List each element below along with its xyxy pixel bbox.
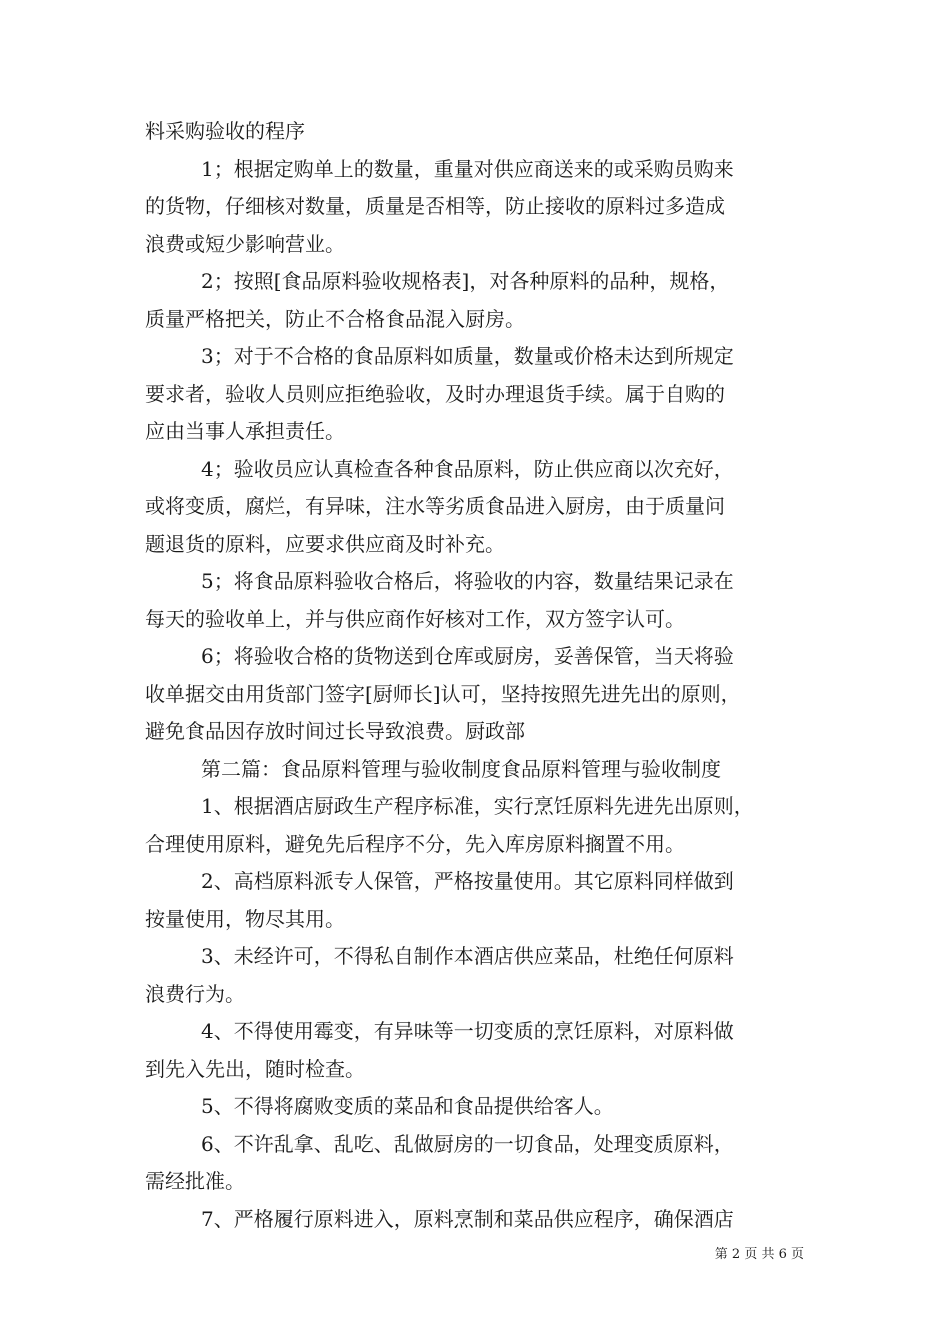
text-line: 或将变质，腐烂，有异味，注水等劣质食品进入厨房，由于质量问: [145, 494, 725, 518]
text-line: 4；验收员应认真检查各种食品原料，防止供应商以次充好，: [201, 456, 734, 481]
text-line: 1；根据定购单上的数量，重量对供应商送来的或采购员购来: [201, 156, 734, 181]
text-line: 要求者，验收人员则应拒绝验收，及时办理退货手续。属于自购的: [145, 381, 725, 406]
text-line: 2；按照[食品原料验收规格表]，对各种原料的品种，规格，: [201, 269, 730, 293]
text-line: 1、根据酒店厨政生产程序标准，实行烹饪原料先进先出原则，: [201, 794, 754, 818]
text-line: 避免食品因存放时间过长导致浪费。厨政部: [145, 719, 525, 743]
text-line: 的货物，仔细核对数量，质量是否相等，防止接收的原料过多造成: [145, 194, 725, 218]
text-line: 6；将验收合格的货物送到仓库或厨房，妥善保管，当天将验: [201, 644, 734, 668]
page-number: 第 2 页 共 6 页: [714, 1247, 804, 1262]
text-line: 3、未经许可，不得私自制作本酒店供应菜品，杜绝任何原料: [201, 944, 734, 968]
document-body: [145, 113, 813, 1238]
text-line: 到先入先出，随时检查。: [145, 1056, 365, 1081]
text-line: 4、不得使用霉变，有异味等一切变质的烹饪原料，对原料做: [201, 1019, 734, 1043]
text-line: 浪费或短少影响营业。: [145, 231, 345, 256]
text-line: 题退货的原料，应要求供应商及时补充。: [145, 531, 505, 556]
text-line: 需经批准。: [145, 1169, 245, 1193]
text-line: 2、高档原料派专人保管，严格按量使用。其它原料同样做到: [201, 869, 734, 893]
text-line: 3；对于不合格的食品原料如质量，数量或价格未达到所规定: [201, 344, 734, 368]
text-line: 浪费行为。: [145, 981, 245, 1006]
text-line: 5；将食品原料验收合格后，将验收的内容，数量结果记录在: [201, 569, 734, 593]
text-line: 收单据交由用货部门签字[厨师长]认可，坚持按照先进先出的原则，: [145, 681, 741, 706]
text-line: 按量使用，物尽其用。: [145, 906, 345, 931]
text-line: 合理使用原料，避免先后程序不分，先入库房原料搁置不用。: [145, 831, 685, 856]
text-line: 每天的验收单上，并与供应商作好核对工作，双方签字认可。: [145, 606, 685, 631]
text-line: 第二篇：食品原料管理与验收制度食品原料管理与验收制度: [201, 756, 721, 781]
text-line: 6、不许乱拿、乱吃、乱做厨房的一切食品，处理变质原料，: [201, 1131, 734, 1156]
text-line: 应由当事人承担责任。: [145, 419, 345, 443]
text-line: 料采购验收的程序: [145, 119, 305, 143]
text-line: 质量严格把关，防止不合格食品混入厨房。: [145, 306, 525, 331]
text-line: 5、不得将腐败变质的菜品和食品提供给客人。: [201, 1094, 614, 1118]
text-line: 7、严格履行原料进入，原料烹制和菜品供应程序，确保酒店: [201, 1206, 734, 1231]
